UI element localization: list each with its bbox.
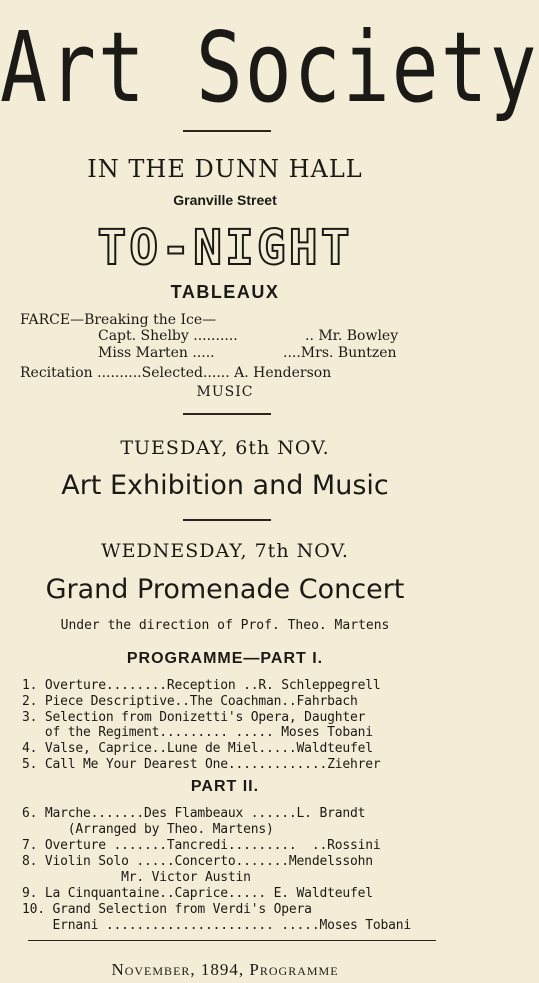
programme-item: of the Regiment......... ..... Moses Tobani — [22, 725, 373, 740]
cast-role: Miss Marten ..... — [98, 345, 215, 361]
part2-heading: PART II. — [190, 778, 260, 795]
programme-item: 10. Grand Selection from Verdi's Opera — [22, 902, 312, 917]
programme-item: (Arranged by Theo. Martens) — [22, 822, 274, 837]
programme-item: 8. Violin Solo .....Concerto.......Mendelssohn — [22, 854, 373, 869]
cast-actor: ....Mrs. Buntzen — [283, 345, 397, 361]
tuesday-date: TUESDAY, 6th NOV. — [120, 437, 330, 459]
footer-caption: November, 1894, Programme — [111, 960, 339, 979]
music-label: MUSIC — [196, 384, 254, 400]
recitation-line: Recitation ..........Selected...... A. Henderson — [20, 365, 332, 381]
direction-line: Under the direction of Prof. Theo. Martens — [60, 618, 390, 633]
programme-item: 3. Selection from Donizetti's Opera, Daughter — [22, 710, 366, 725]
tuesday-event: Art Exhibition and Music — [61, 470, 389, 501]
divider — [183, 519, 271, 521]
programme-item: 4. Valse, Caprice..Lune de Miel.....Waldteufel — [22, 741, 373, 756]
wednesday-date: WEDNESDAY, 7th NOV. — [101, 540, 349, 562]
cast-role: Capt. Shelby .......... — [98, 328, 238, 344]
farce-line: FARCE—Breaking the Ice— — [20, 312, 217, 328]
tonight-banner: TO-NIGHT — [97, 220, 353, 276]
street-label: Granville Street — [173, 192, 277, 208]
divider — [183, 130, 271, 132]
programme-item: 6. Marche.......Des Flambeaux ......L. Brandt — [22, 806, 366, 821]
cast-actor: .. Mr. Bowley — [305, 328, 399, 344]
page-title: Art Society — [0, 12, 539, 125]
programme-item: Ernani ...................... .....Moses Tobani — [22, 918, 411, 933]
programme-item: 1. Overture........Reception ..R. Schleppegrell — [22, 678, 381, 693]
programme-item: 7. Overture .......Tancredi......... ..Rossini — [22, 838, 381, 853]
programme-item: 5. Call Me Your Dearest One.............Ziehrer — [22, 757, 381, 772]
tableaux-heading: TABLEAUX — [170, 282, 280, 302]
footer-divider — [28, 940, 436, 941]
programme-item: Mr. Victor Austin — [22, 870, 251, 885]
programme-item: 9. La Cinquantaine..Caprice..... E. Waldteufel — [22, 886, 373, 901]
programme-item: 2. Piece Descriptive..The Coachman..Fahrbach — [22, 694, 358, 709]
part1-heading: PROGRAMME—PART I. — [126, 650, 324, 667]
wednesday-event: Grand Promenade Concert — [45, 574, 405, 605]
venue-heading: IN THE DUNN HALL — [87, 155, 363, 183]
divider — [183, 413, 271, 415]
